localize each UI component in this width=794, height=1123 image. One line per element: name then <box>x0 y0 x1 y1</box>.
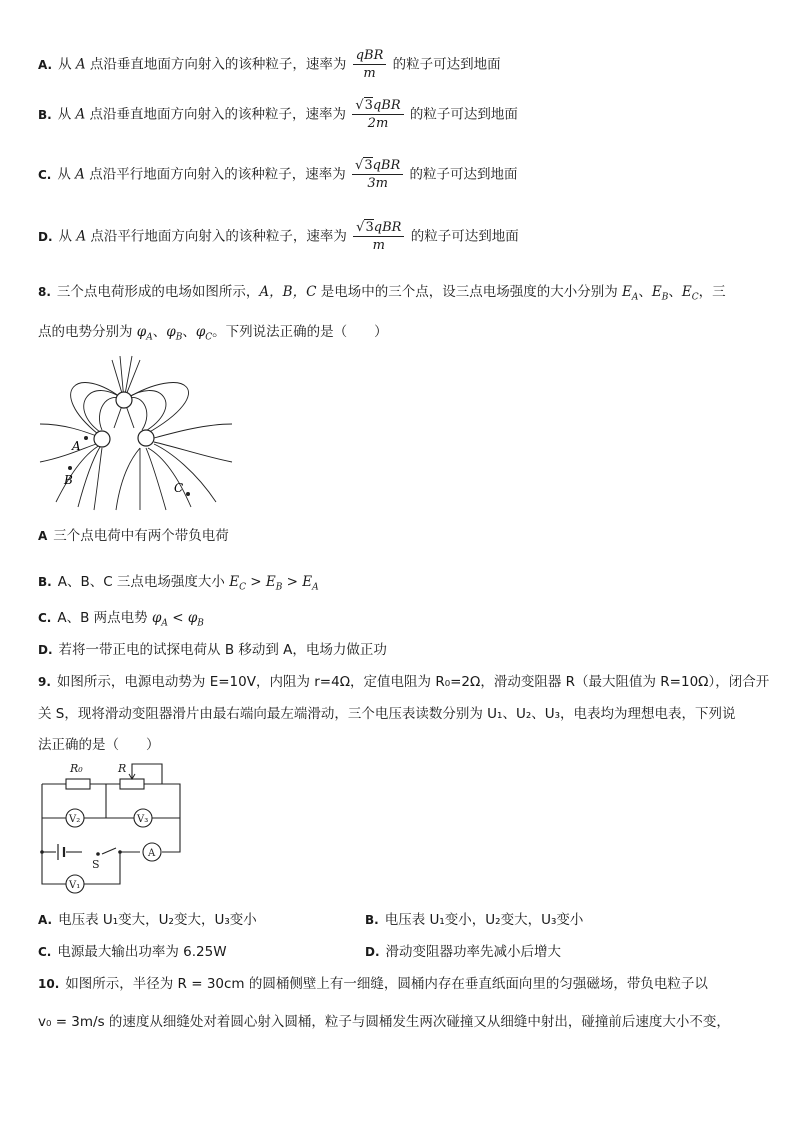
resistor-r <box>120 779 144 789</box>
fraction: $\frac{\text{√3qBR}}{2m}$ <box>352 98 403 131</box>
svg-text:S: S <box>92 858 100 871</box>
q9-option-d: D. 滑动变阻器功率先减小后增大 <box>365 944 562 960</box>
fraction: $\frac{\text{√3qBR}}{3m}$ <box>352 158 403 191</box>
q7-option-c: C. 从 A 点沿平行地面方向射入的该种粒子，速率为 $\frac{\text{√3qBR}}{3m}$ 的粒子可达到地面 <box>38 158 518 191</box>
svg-text:A: A <box>148 848 156 859</box>
q8-stem-line2: 点的电势分别为 $\varphi_A$、$\varphi_B$、$\varphi_C$。下列说法正确的是（ ） <box>38 324 388 343</box>
q9-option-b: B. 电压表 U₁变小，U₂变大，U₃变小 <box>365 912 584 928</box>
label-a: A <box>72 439 81 453</box>
point-b <box>68 466 72 470</box>
label-b: B <box>64 473 73 487</box>
point-a <box>84 436 88 440</box>
svg-text:R₀: R₀ <box>70 762 83 775</box>
resistor-r0 <box>66 779 90 789</box>
left-charge <box>94 431 110 447</box>
q7-option-a: A. 从 A 点沿垂直地面方向射入的该种粒子，速率为 $\frac{\text{qBR}}{m}$ 的粒子可达到地面 <box>38 48 501 81</box>
top-charge <box>116 392 132 408</box>
q10-stem-line2: v₀ = 3m/s 的速度从细缝处对着圆心射入圆桶，粒子与圆桶发生两次碰撞又从细缝中射出，碰撞前后速度大小不变， <box>38 1014 730 1030</box>
q9-stem-line1: 9. 如图所示，电源电动势为 E=10V，内阻为 r=4Ω，定值电阻为 R₀=2Ω，滑动变阻器 R（最大阻值为 R=10Ω），闭合开 <box>38 674 770 690</box>
q9-option-a: A. 电压表 U₁变大，U₂变大，U₃变小 <box>38 912 257 928</box>
q10-stem-line1: 10. 如图所示，半径为 R = 30cm 的圆桶侧壁上有一细缝，圆桶内存在垂直纸面向里的匀强磁场，带负电粒子以 <box>38 976 708 992</box>
svg-text:V₂: V₂ <box>69 814 81 825</box>
q9-option-c: C. 电源最大输出功率为 6.25W <box>38 944 227 960</box>
q9-stem-line3: 法正确的是（ ） <box>38 737 160 753</box>
q8-option-a: A 三个点电荷中有两个带负电荷 <box>38 528 229 544</box>
fraction: $\frac{\text{qBR}}{m}$ <box>353 48 387 81</box>
q7-option-d: D. 从 A 点沿平行地面方向射入的该种粒子，速率为 $\frac{\text{√3qBR}}{m}$ 的粒子可达到地面 <box>38 220 519 253</box>
svg-text:V₁: V₁ <box>69 880 81 891</box>
q9-stem-line2: 关 S，现将滑动变阻器滑片由最右端向最左端滑动，三个电压表读数分别为 U₁、U₂、U₃，电表均为理想电表，下列说 <box>38 706 736 722</box>
q8-stem-line1: 8. 三个点电荷形成的电场如图所示，A，B，C 是电场中的三个点，设三点电场强度的大小分别为 $E_A$、$E_B$、$E_C$，三 <box>38 284 726 303</box>
fraction: $\frac{\text{√3qBR}}{m}$ <box>353 220 404 253</box>
q8-option-c: C. A、B 两点电势 $\varphi_A < \varphi_B$ <box>38 610 204 629</box>
svg-text:V₃: V₃ <box>137 814 149 825</box>
q8-option-b: B. A、B、C 三点电场强度大小 $E_C > E_B > E_A$ <box>38 574 319 593</box>
svg-text:R: R <box>118 762 127 775</box>
q7-option-b: B. 从 A 点沿垂直地面方向射入的该种粒子，速率为 $\frac{\text{√3qBR}}{2m}$ 的粒子可达到地面 <box>38 98 518 131</box>
point-c <box>186 492 190 496</box>
circuit-diagram <box>36 758 186 898</box>
q8-option-d: D. 若将一带正电的试探电荷从 B 移动到 A，电场力做正功 <box>38 642 387 658</box>
electric-field-diagram <box>36 352 236 512</box>
label-c: C <box>174 481 184 495</box>
right-charge <box>138 430 154 446</box>
